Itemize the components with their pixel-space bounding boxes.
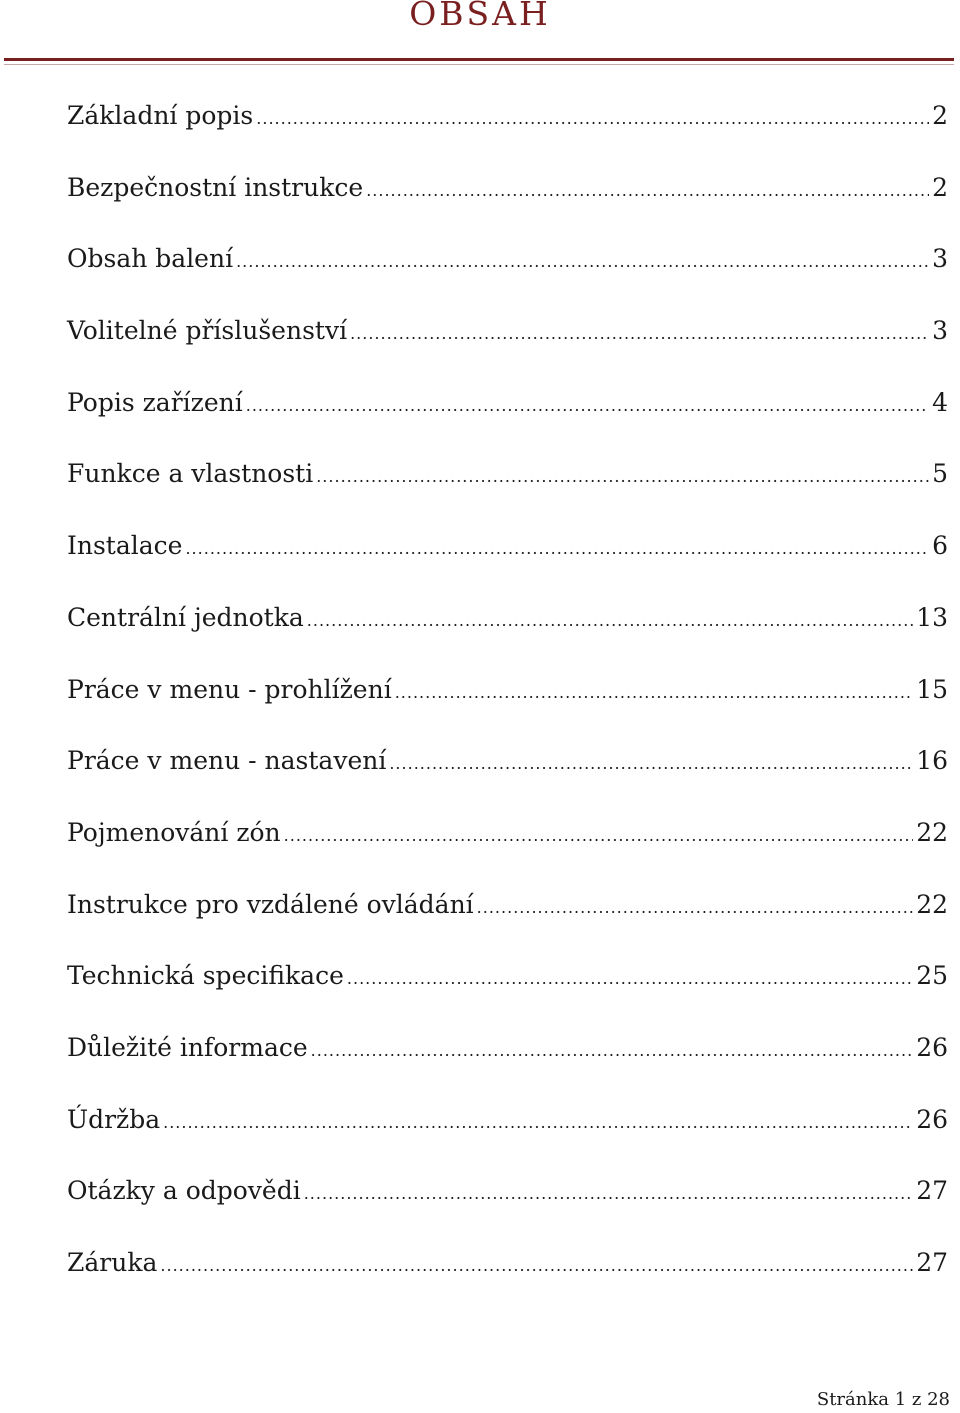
toc-dot-leader	[307, 599, 913, 643]
toc-entry-page: 15	[916, 674, 948, 704]
toc-dot-leader	[304, 1172, 913, 1216]
toc-entry[interactable]	[67, 94, 948, 166]
toc-dot-leader	[236, 240, 929, 284]
toc-entry[interactable]	[67, 1169, 948, 1241]
toc-entry-label: Volitelné příslušenství	[67, 316, 348, 346]
toc-entry[interactable]	[67, 1241, 948, 1313]
toc-dot-leader	[350, 312, 929, 356]
toc-entry-page: 27	[916, 1248, 948, 1277]
toc-dot-leader	[160, 1244, 913, 1288]
toc-dot-leader	[477, 886, 914, 930]
toc-entry-page: 26	[916, 1032, 948, 1062]
toc-dot-leader	[389, 742, 913, 786]
toc-dot-leader	[284, 814, 914, 858]
toc-entry[interactable]	[67, 811, 948, 883]
toc-dot-leader	[256, 97, 929, 141]
toc-entry[interactable]	[67, 739, 948, 811]
toc-entry-label: Centrální jednotka	[67, 602, 304, 632]
toc-entry[interactable]	[67, 883, 948, 955]
toc-entry[interactable]	[67, 166, 948, 238]
toc-entry-page: 27	[916, 1176, 948, 1206]
toc-entry[interactable]	[67, 1026, 948, 1098]
title-divider	[4, 58, 954, 61]
toc-entry-page: 22	[916, 889, 948, 919]
toc-entry-page: 25	[916, 961, 948, 991]
toc-entry[interactable]	[67, 1098, 948, 1170]
page-number-footer: Stránka 1 z 28	[816, 1389, 950, 1410]
toc-entry[interactable]	[67, 452, 948, 524]
toc-dot-leader	[395, 671, 913, 715]
toc-entry[interactable]	[67, 237, 948, 309]
toc-entry-label: Údržba	[67, 1104, 161, 1134]
toc-entry-label: Záruka	[67, 1248, 158, 1277]
toc-entry[interactable]	[67, 668, 948, 740]
toc-dot-leader	[347, 957, 913, 1001]
toc-entry-page: 3	[932, 244, 948, 274]
title-divider-thin	[4, 64, 954, 65]
toc-entry-label: Práce v menu - nastavení	[67, 746, 387, 776]
toc-entry-page: 26	[916, 1104, 948, 1134]
toc-entry-label: Obsah balení	[67, 244, 234, 274]
toc-entry-label: Základní popis	[67, 101, 254, 130]
toc-entry-page: 3	[932, 316, 948, 346]
toc-entry[interactable]	[67, 381, 948, 453]
toc-entry-page: 22	[916, 817, 948, 847]
toc-entry[interactable]	[67, 524, 948, 596]
toc-entry-page: 4	[932, 387, 948, 417]
toc-entry-page: 6	[932, 531, 948, 561]
toc-entry-page: 5	[932, 459, 948, 489]
toc-entry[interactable]	[67, 954, 948, 1026]
toc-entry-page: 13	[916, 602, 948, 632]
toc-dot-leader	[311, 1029, 914, 1073]
toc-entry-label: Práce v menu - prohlížení	[67, 674, 392, 704]
toc-entry[interactable]	[67, 596, 948, 668]
toc-dot-leader	[316, 455, 929, 499]
toc-entry-label: Funkce a vlastnosti	[67, 459, 314, 489]
toc-entry-label: Popis zařízení	[67, 387, 243, 417]
toc-entry-label: Otázky a odpovědi	[67, 1176, 301, 1206]
toc-entry-page: 2	[932, 172, 948, 202]
page-title: OBSAH	[409, 0, 551, 33]
table-of-contents	[67, 94, 948, 1313]
toc-entry-label: Instalace	[67, 531, 183, 561]
toc-entry-label: Důležité informace	[67, 1032, 308, 1062]
toc-entry-label: Pojmenování zón	[67, 817, 281, 847]
toc-entry[interactable]	[67, 309, 948, 381]
toc-entry-label: Instrukce pro vzdálené ovládání	[67, 889, 474, 919]
toc-entry-page: 2	[932, 101, 948, 130]
toc-dot-leader	[185, 527, 929, 571]
toc-entry-page: 16	[916, 746, 948, 776]
toc-entry-label: Technická specifikace	[67, 961, 344, 991]
toc-dot-leader	[366, 169, 929, 213]
toc-entry-label: Bezpečnostní instrukce	[67, 172, 364, 202]
toc-dot-leader	[163, 1101, 913, 1145]
toc-dot-leader	[246, 384, 929, 428]
